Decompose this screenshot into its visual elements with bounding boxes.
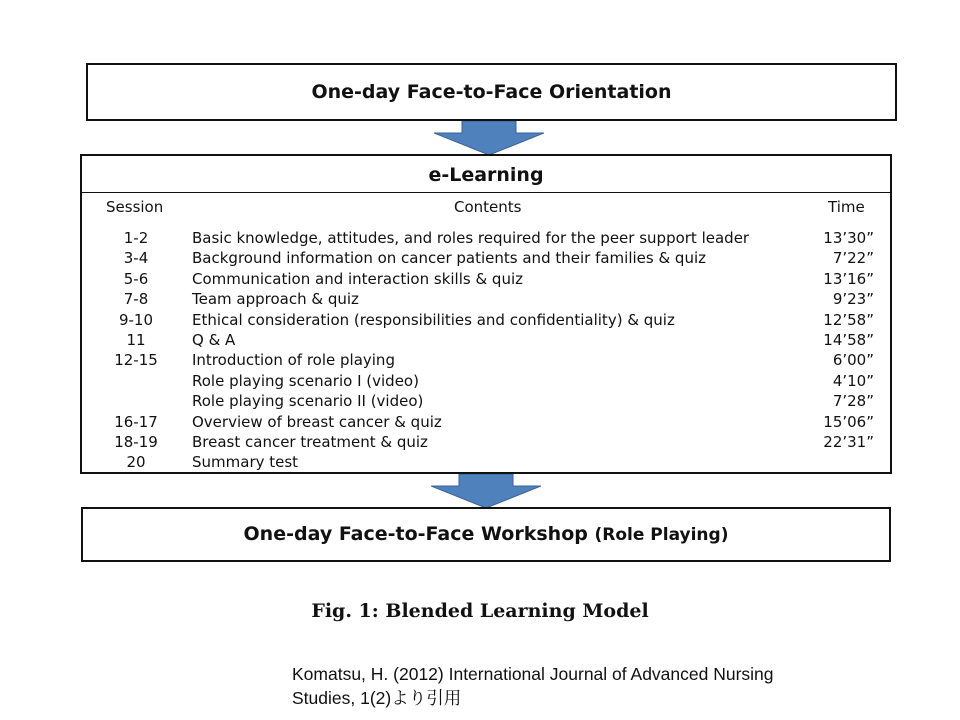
time-cell: 6’00” [832, 351, 874, 370]
workshop-title-main: One-day Face-to-Face Workshop [243, 523, 588, 545]
figure-caption: Fig. 1: Blended Learning Model [311, 600, 649, 622]
table-row [82, 289, 890, 309]
contents-cell: Q & A [192, 330, 236, 349]
contents-cell: Ethical consideration (responsibilities and confidentiality) & quiz [192, 310, 675, 329]
session-cell: 5-6 [123, 269, 149, 288]
table-row [82, 269, 890, 289]
time-cell: 13’30” [823, 229, 874, 247]
contents-cell: Basic knowledge, attitudes, and roles required for the peer support leader [192, 229, 750, 247]
table-row [82, 391, 890, 411]
column-header-session: Session [106, 198, 164, 216]
workshop-title [83, 523, 889, 545]
time-cell: 7’22” [832, 249, 874, 268]
contents-cell: Breast cancer treatment & quiz [192, 432, 428, 451]
time-cell: 9’23” [832, 290, 874, 309]
column-header-time: Time [828, 198, 865, 216]
time-cell: 7’28” [832, 392, 874, 411]
time-cell: 15’06” [823, 412, 874, 431]
table-row [82, 432, 890, 452]
session-rows [82, 228, 890, 473]
contents-cell: Team approach & quiz [192, 290, 359, 309]
citation-line-1: Komatsu, H. (2012) International Journal of Advanced Nursing [292, 664, 774, 684]
time-cell: 22’31” [823, 432, 874, 451]
time-cell: 4’10” [832, 371, 874, 390]
session-cell: 9-10 [118, 310, 154, 329]
session-cell: 7-8 [123, 290, 149, 309]
session-cell: 3-4 [123, 249, 149, 268]
time-cell: 12’58” [823, 310, 874, 329]
citation-line-2: Studies, 1(2)より引用 [292, 688, 462, 708]
contents-cell: Communication and interaction skills & quiz [192, 269, 523, 288]
session-cell: 12-15 [114, 351, 158, 370]
elearning-title: e-Learning [428, 164, 544, 186]
table-row [82, 412, 890, 432]
session-cell: 16-17 [114, 412, 158, 431]
workshop-box [81, 507, 891, 562]
table-row [82, 310, 890, 330]
workshop-title-suffix: (Role Playing) [594, 525, 729, 545]
orientation-box [86, 63, 897, 121]
table-row [82, 350, 890, 370]
session-cell: 18-19 [114, 432, 158, 451]
down-arrow-icon [431, 474, 541, 508]
table-row [82, 228, 890, 248]
citation [292, 662, 892, 710]
column-header-contents: Contents [454, 198, 522, 216]
table-row [82, 452, 890, 472]
table-row [82, 330, 890, 350]
session-cell: 1-2 [123, 229, 149, 247]
elearning-table-box [80, 154, 892, 474]
contents-cell: Background information on cancer patients and their families & quiz [192, 249, 707, 268]
session-cell: 20 [126, 453, 146, 472]
contents-cell: Summary test [192, 453, 299, 472]
contents-cell: Role playing scenario II (video) [192, 392, 424, 411]
contents-cell: Role playing scenario I (video) [192, 371, 419, 390]
session-cell: 11 [126, 330, 146, 349]
contents-cell: Overview of breast cancer & quiz [192, 412, 442, 431]
time-cell: 13’16” [823, 269, 874, 288]
down-arrow-icon [434, 121, 544, 155]
table-row [82, 371, 890, 391]
time-cell: 14’58” [823, 330, 874, 349]
title-divider [82, 192, 890, 193]
orientation-title: One-day Face-to-Face Orientation [311, 81, 672, 103]
contents-cell: Introduction of role playing [192, 351, 395, 370]
table-row [82, 248, 890, 268]
